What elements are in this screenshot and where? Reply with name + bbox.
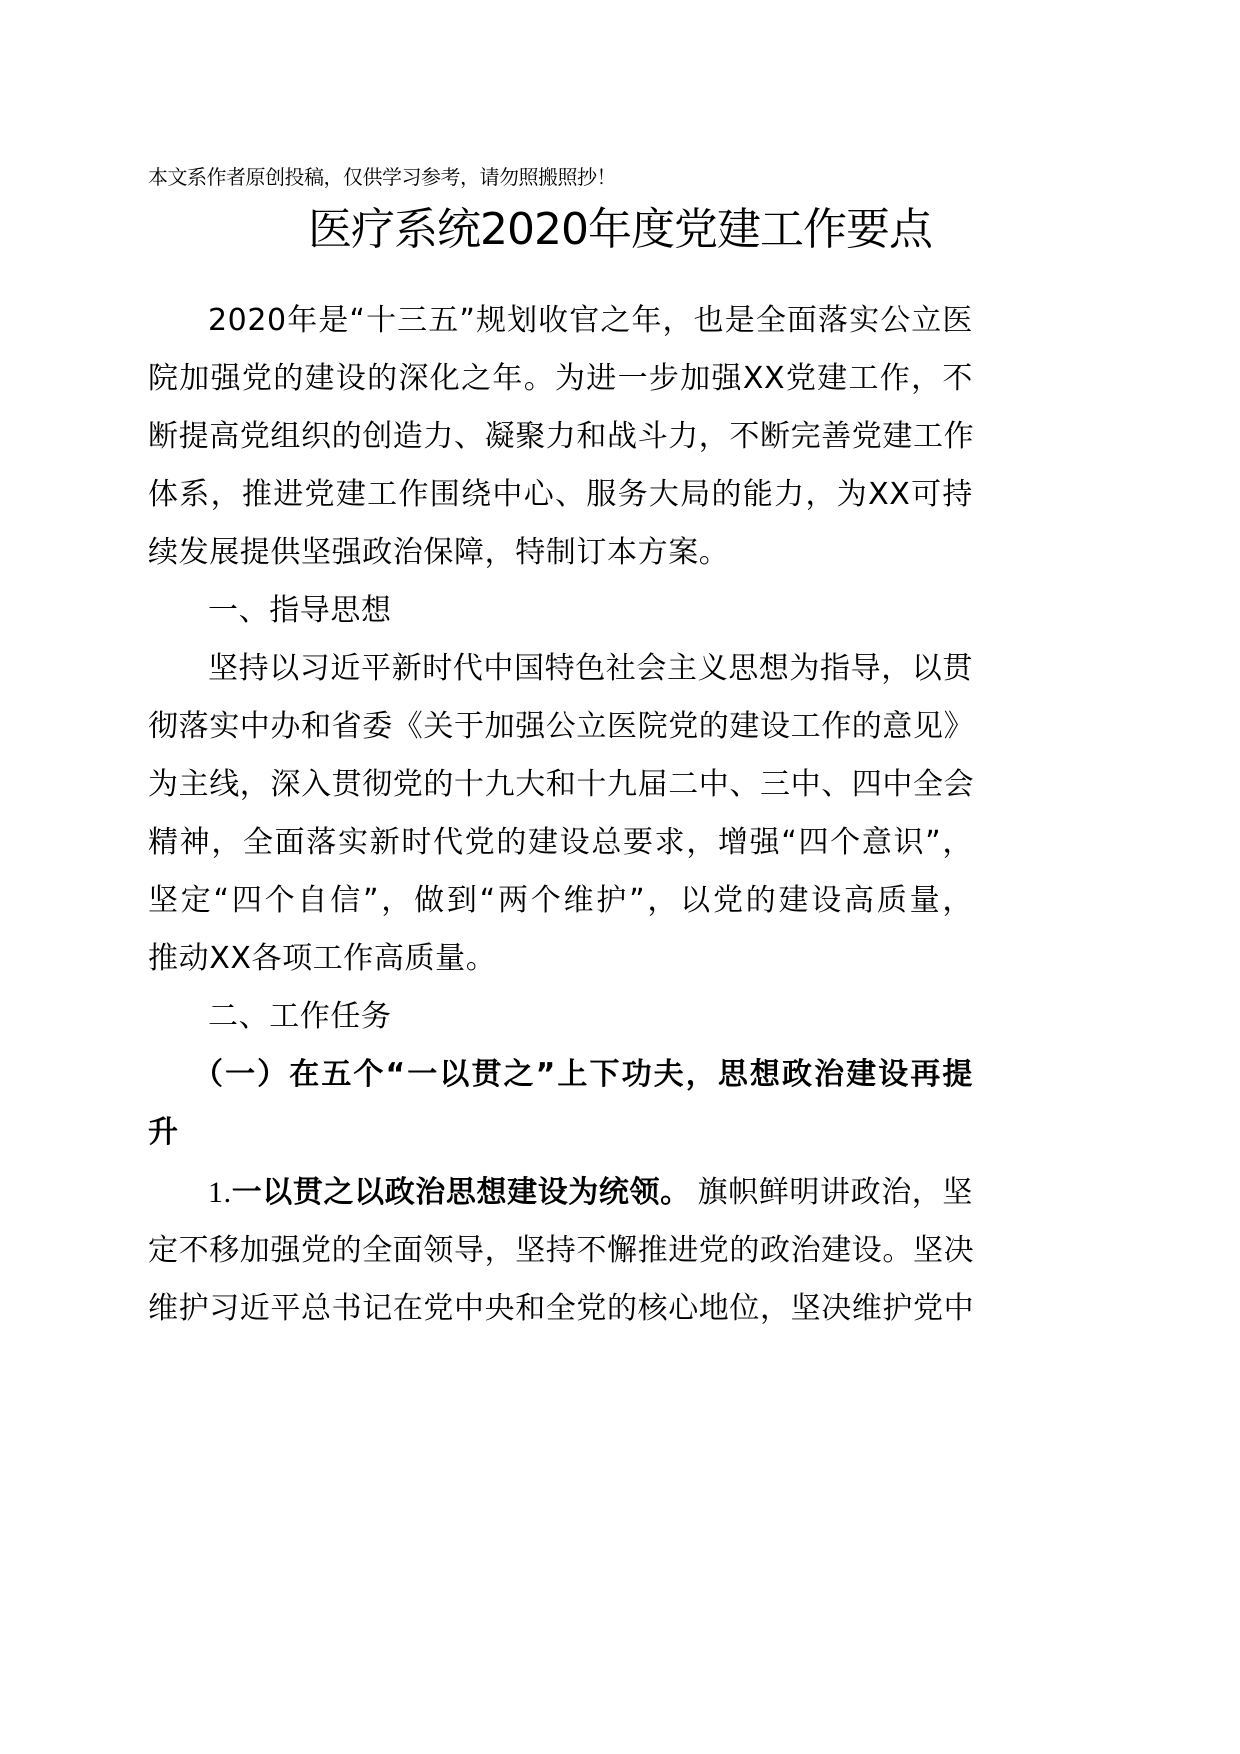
subsection-heading-1-line-2: 升 (148, 1115, 179, 1150)
copyright-notice: 本文系作者原创投稿，仅供学习参考，请勿照搬照抄！ (148, 165, 616, 189)
section-heading-guiding-thought: 一、指导思想 (208, 593, 392, 628)
item-1-lead (208, 1173, 691, 1213)
intro-line-3: 断提高党组织的创造力、凝聚力和战斗力，不断完善党建工作 (148, 419, 975, 454)
subsection-heading-1-line-1: （一）在五个“一以贯之”上下功夫，思想政治建设再提 (193, 1057, 973, 1092)
item-1-line-1 (208, 1173, 973, 1213)
guiding-line-5: 坚定“四个自信”，做到“两个维护”，以党的建设高质量， (148, 883, 973, 918)
intro-line-5: 续发展提供坚强政治保障，特制订本方案。 (148, 535, 730, 570)
intro-line-2: 院加强党的建设的深化之年。为进一步加强XX党建工作，不 (148, 361, 973, 396)
item-1-line-2: 定不移加强党的全面领导，坚持不懈推进党的政治建设。坚决 (148, 1233, 975, 1268)
guiding-line-2: 彻落实中办和省委《关于加强公立医院党的建设工作的意见》 (148, 709, 975, 744)
guiding-line-4: 精神，全面落实新时代党的建设总要求，增强“四个意识”， (148, 825, 973, 860)
item-1-line-3: 维护习近平总书记在党中央和全党的核心地位，坚决维护党中 (148, 1291, 975, 1326)
intro-line-4: 体系，推进党建工作围绕中心、服务大局的能力，为XX可持 (148, 477, 973, 512)
item-1-text-start: 旗帜鲜明讲政治，坚 (697, 1175, 973, 1210)
guiding-line-1: 坚持以习近平新时代中国特色社会主义思想为指导，以贯 (208, 651, 973, 686)
guiding-line-3: 为主线，深入贯彻党的十九大和十九届二中、三中、四中全会 (148, 767, 975, 802)
section-heading-work-tasks: 二、工作任务 (208, 999, 392, 1034)
item-1-number: 1. (208, 1176, 232, 1209)
intro-line-1: 2020年是“十三五”规划收官之年，也是全面落实公立医 (208, 303, 973, 338)
item-1-bold-lead: 一以贯之以政治思想建设为统领。 (231, 1175, 691, 1210)
guiding-line-6: 推动XX各项工作高质量。 (148, 941, 497, 976)
document-title: 医疗系统2020年度党建工作要点 (308, 204, 932, 255)
